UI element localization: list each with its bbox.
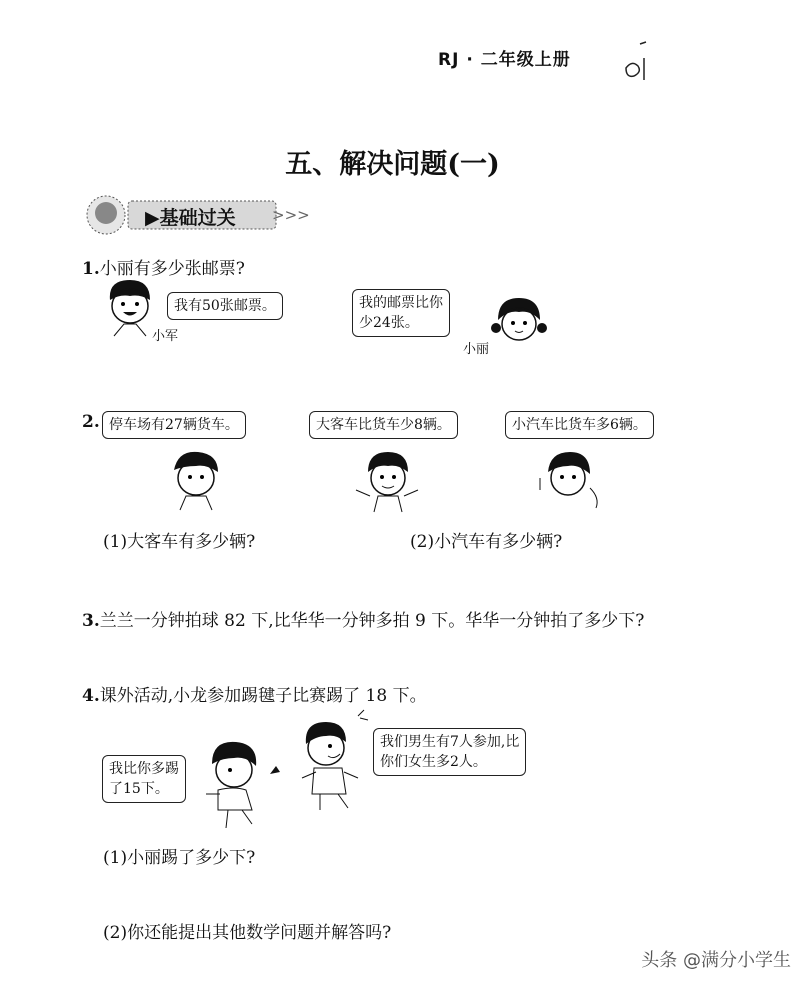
speech-bubble-xiaoli <box>352 289 450 337</box>
q1-number: 1. <box>82 259 100 279</box>
speech-bubble-xiaoli-kicks <box>102 755 186 803</box>
q4-sub2: (2)你还能提出其他数学问题并解答吗? <box>103 923 392 943</box>
bubble-line: 我比你多踢 <box>109 761 179 777</box>
boy-illustration <box>352 448 422 513</box>
q4-text: 课外活动,小龙参加踢毽子比赛踢了 18 下。 <box>99 686 427 706</box>
bubble-line: 我们男生有7人参加,比 <box>380 734 520 750</box>
q4-sub1: (1)小丽踢了多少下? <box>103 848 256 868</box>
header-grade: RJ · 二年级上册 <box>438 50 571 70</box>
bubble-line: 你们女生多2人。 <box>380 754 487 770</box>
speech-bubble-cars: 小汽车比货车多6辆。 <box>505 411 654 439</box>
girl-xiaoli-illustration <box>490 296 548 344</box>
label-xiaojun: 小军 <box>152 329 179 344</box>
speech-bubble-buses: 大客车比货车少8辆。 <box>309 411 458 439</box>
bubble-line: 了15下。 <box>109 781 169 797</box>
page-title: 五、解决问题(一) <box>285 149 500 180</box>
label-xiaoli: 小丽 <box>463 342 490 357</box>
girl-with-finger-illustration <box>532 448 602 513</box>
q2-sub1: (1)大客车有多少辆? <box>103 532 256 552</box>
boy-xiaolong-illustration <box>298 708 378 816</box>
q4-number: 4. <box>82 686 100 706</box>
q2-number: 2. <box>82 412 100 432</box>
speech-bubble-xiaojun: 我有50张邮票。 <box>167 292 283 320</box>
q3-number: 3. <box>82 611 100 631</box>
bubble-line: 我的邮票比你 <box>359 295 443 311</box>
section-arrows: >>> <box>272 206 310 224</box>
bubble-line: 少24张。 <box>359 315 419 331</box>
q1-text: 小丽有多少张邮票? <box>99 259 245 279</box>
boy-xiaojun-illustration <box>102 278 157 338</box>
speech-bubble-xiaolong <box>373 728 526 776</box>
watermark: 头条 @满分小学生 <box>641 950 791 971</box>
speech-bubble-trucks: 停车场有27辆货车。 <box>102 411 246 439</box>
q2-sub2: (2)小汽车有多少辆? <box>410 532 563 552</box>
section-label: ▶基础过关 <box>145 207 236 229</box>
q3-text: 兰兰一分钟拍球 82 下,比华华一分钟多拍 9 下。华华一分钟拍了多少下? <box>99 611 645 631</box>
girl-kicking-illustration <box>198 738 288 833</box>
girl-illustration <box>160 448 230 513</box>
decoration-hand-icon <box>618 38 648 83</box>
